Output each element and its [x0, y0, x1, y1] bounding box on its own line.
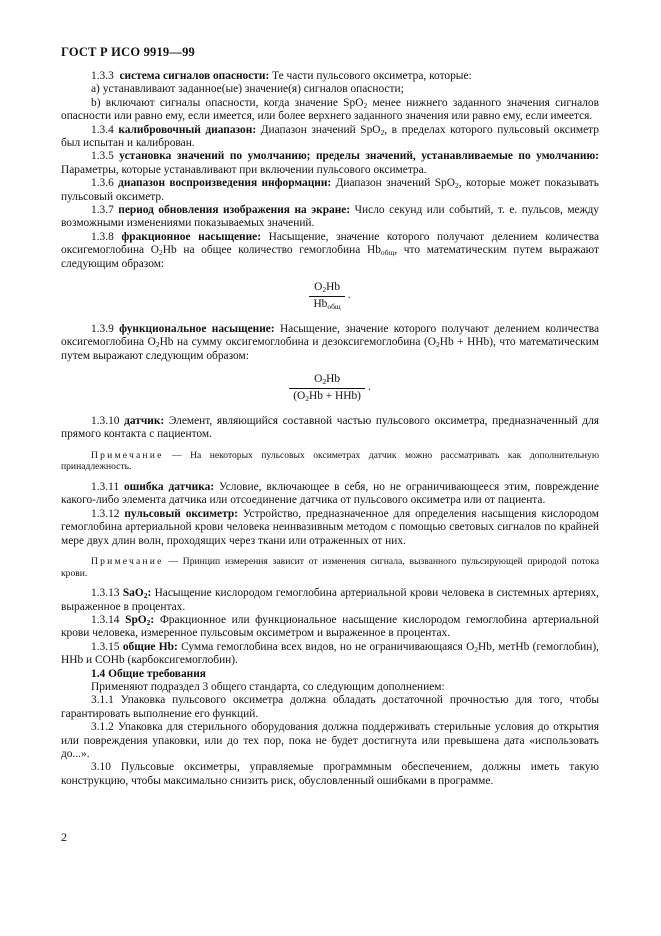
- clause-number: 1.3.11: [91, 480, 120, 493]
- clause-number: 1.3.10: [91, 414, 120, 427]
- term: SpO$_2$:: [125, 613, 155, 627]
- term: фракционное насыщение:: [121, 230, 261, 243]
- clause-number: 1.3.14: [91, 613, 120, 626]
- fraction-denominator: $(O_2Hb + HHb)$: [293, 389, 361, 403]
- body-paragraph: 3.10 Пульсовые оксиметры, управляемые программным обеспечением, должны иметь такую конструкцию, чтобы максимально снизить риск, обусловленный ошибками в программе.: [61, 761, 599, 787]
- term: калибровочный диапазон:: [118, 123, 257, 136]
- page-number: 2: [61, 830, 67, 844]
- fraction-denominator: $Hb_{общ}$: [313, 297, 341, 311]
- term: период обновления изображения на экране:: [118, 204, 351, 217]
- clause-number: 1.3.12: [91, 507, 120, 520]
- clause-number: 1.3.6: [91, 177, 114, 190]
- clause-number: 1.3.4: [91, 123, 114, 136]
- clause-1-3-15: 1.3.15 общие Hb: Сумма гемоглобина всех видов, но не ограничивающаяся $O_2Hb$, метHb (гемоглобин), HHb и COHb (карбоксигемоглобин).: [61, 640, 599, 667]
- body-paragraph: 3.1.2 Упаковка для стерильного оборудования должна поддерживать стерильные условия до открытия или повреждения упаковки, или до тех пор, пока не будет достигнута или превышена дата «использовать до...».: [61, 721, 599, 761]
- definition: Параметры, которые устанавливают при включении пульсового оксиметра.: [61, 163, 427, 176]
- definition: Насыщение кислородом гемоглобина артериальной крови человека в системных артериях, выраженное в процентах.: [61, 587, 599, 613]
- term: диапазон воспроизведения информации:: [118, 177, 332, 190]
- term: функциональное насыщение:: [119, 322, 275, 335]
- fraction-numerator: $O_2Hb$: [289, 373, 365, 388]
- clause-1-3-6: 1.3.6 диапазон воспроизведения информации: Диапазон значений SpO$_2$, которые может показывать пульсовый оксиметр.: [61, 177, 599, 203]
- definition: Число секунд или событий, т. е. пульсов, между возможными изменениями показываемых значений.: [61, 204, 599, 230]
- body-paragraph: 3.1.1 Упаковка пульсового оксиметра должна обладать достаточной прочностью для того, чтобы гарантировать выполнение его функций.: [61, 694, 599, 720]
- definition: Условие, включающее в себя, но не ограничивающееся этим, повреждение какого-либо элемента датчика или отсоединение датчика от пульсового оксиметра или от пациента.: [61, 480, 599, 507]
- formula-functional-saturation: $\frac{O_2Hb}{(O_2Hb + HHb)}$ .: [61, 373, 599, 403]
- clause-number: 1.3.8: [91, 230, 114, 243]
- term: SaO$_2$:: [122, 587, 152, 601]
- list-item-a: а) устанавливают заданное(ые) значение(я) сигналов опасности;: [91, 83, 404, 96]
- clause-1-3-4: 1.3.4 калибровочный диапазон: Диапазон значений SpO$_2$, в пределах которого пульсовый оксиметр был испытан и калиброван.: [61, 123, 599, 150]
- clause-number: 1.3.13: [91, 587, 120, 600]
- definition: Фракционное или функциональное насыщение кислородом гемоглобина артериальной крови человека, измеренное пульсовым оксиметром и выраженное в процентах.: [61, 613, 599, 640]
- note-sensor: Примечание — На некоторых пульсовых оксиметрах датчик можно рассматривать как дополнительную принадлежность.: [61, 449, 599, 473]
- clause-1-3-9: 1.3.9 функциональное насыщение: Насыщение, значение которого получают делением количества оксигемоглобина $O_2Hb$ на сумму оксигемоглобина и дезоксигемоглобина $(O_2Hb + HHb)$, что математическим путем выражают следующим образом:: [61, 322, 599, 362]
- definition: Те части пульсового оксиметра, которые:: [272, 70, 472, 82]
- clause-1-3-13: [61, 587, 599, 614]
- clause-1-3-14: [61, 614, 599, 641]
- clause-1-3-10: [61, 415, 599, 442]
- clause-1-3-5: [61, 150, 599, 177]
- document-body: [61, 70, 599, 788]
- fraction-numerator: $O_2Hb$: [309, 281, 344, 296]
- term: общие Hb:: [122, 640, 178, 653]
- page-header: ГОСТ Р ИСО 9919—99: [61, 45, 195, 59]
- term: установка значений по умолчанию; пределы значений, устанавливаемые по умолчанию:: [119, 150, 599, 163]
- clause-number: 1.3.5: [91, 150, 114, 163]
- clause-number: 1.3.15: [91, 640, 120, 653]
- term: датчик:: [124, 414, 165, 427]
- clause-1-3-8: 1.3.8 фракционное насыщение: Насыщение, значение которого получают делением количества оксигемоглобина $O_2Hb$ на общее количество гемоглобина $Hb_{общ}$, что математическим путем выражают следующим образом:: [61, 230, 600, 270]
- fraction: [309, 281, 344, 311]
- clause-1-3-3: [61, 70, 599, 83]
- formula-fractional-saturation: $\frac{O_2Hb}{Hb_{общ}}$ .: [61, 281, 599, 311]
- body-paragraph: Применяют подраздел 3 общего стандарта, со следующим дополнением:: [91, 681, 445, 693]
- clause-number: 1.3.7: [91, 204, 114, 217]
- note-principle: Примечание — Принцип измерения зависит от изменения сигнала, вызванного пульсирующей природой потока крови.: [61, 555, 599, 579]
- definition: Устройство, предназначенное для определения насыщения кислородом гемоглобина артериальной крови человека неинвазивным методом с помощью световых сигналов по крайней мере двух длин волн, проходящих через ткани или отраженных от них.: [61, 507, 599, 547]
- section-heading-1-4: 1.4 Общие требования: [91, 667, 206, 680]
- fraction: [289, 373, 365, 403]
- term: ошибка датчика:: [123, 480, 215, 493]
- list-item-b: b) включают сигналы опасности, когда значение SpO$_2$ менее нижнего заданного значения сигналов опасности или равно ему, если имеется, или более верхнего заданного значения или равно ему, если имеется.: [61, 96, 600, 123]
- clause-1-3-12: [61, 508, 599, 548]
- term: пульсовый оксиметр:: [124, 507, 238, 520]
- clause-number: 1.3.3: [91, 70, 114, 82]
- clause-1-3-7: [61, 204, 599, 231]
- clause-1-3-11: [61, 481, 599, 508]
- definition: Элемент, являющийся составной частью пульсового оксиметра, предназначенный для прямого контакта с пациентом.: [61, 414, 599, 441]
- term: система сигналов опасности:: [119, 70, 270, 82]
- clause-number: 1.3.9: [91, 322, 114, 335]
